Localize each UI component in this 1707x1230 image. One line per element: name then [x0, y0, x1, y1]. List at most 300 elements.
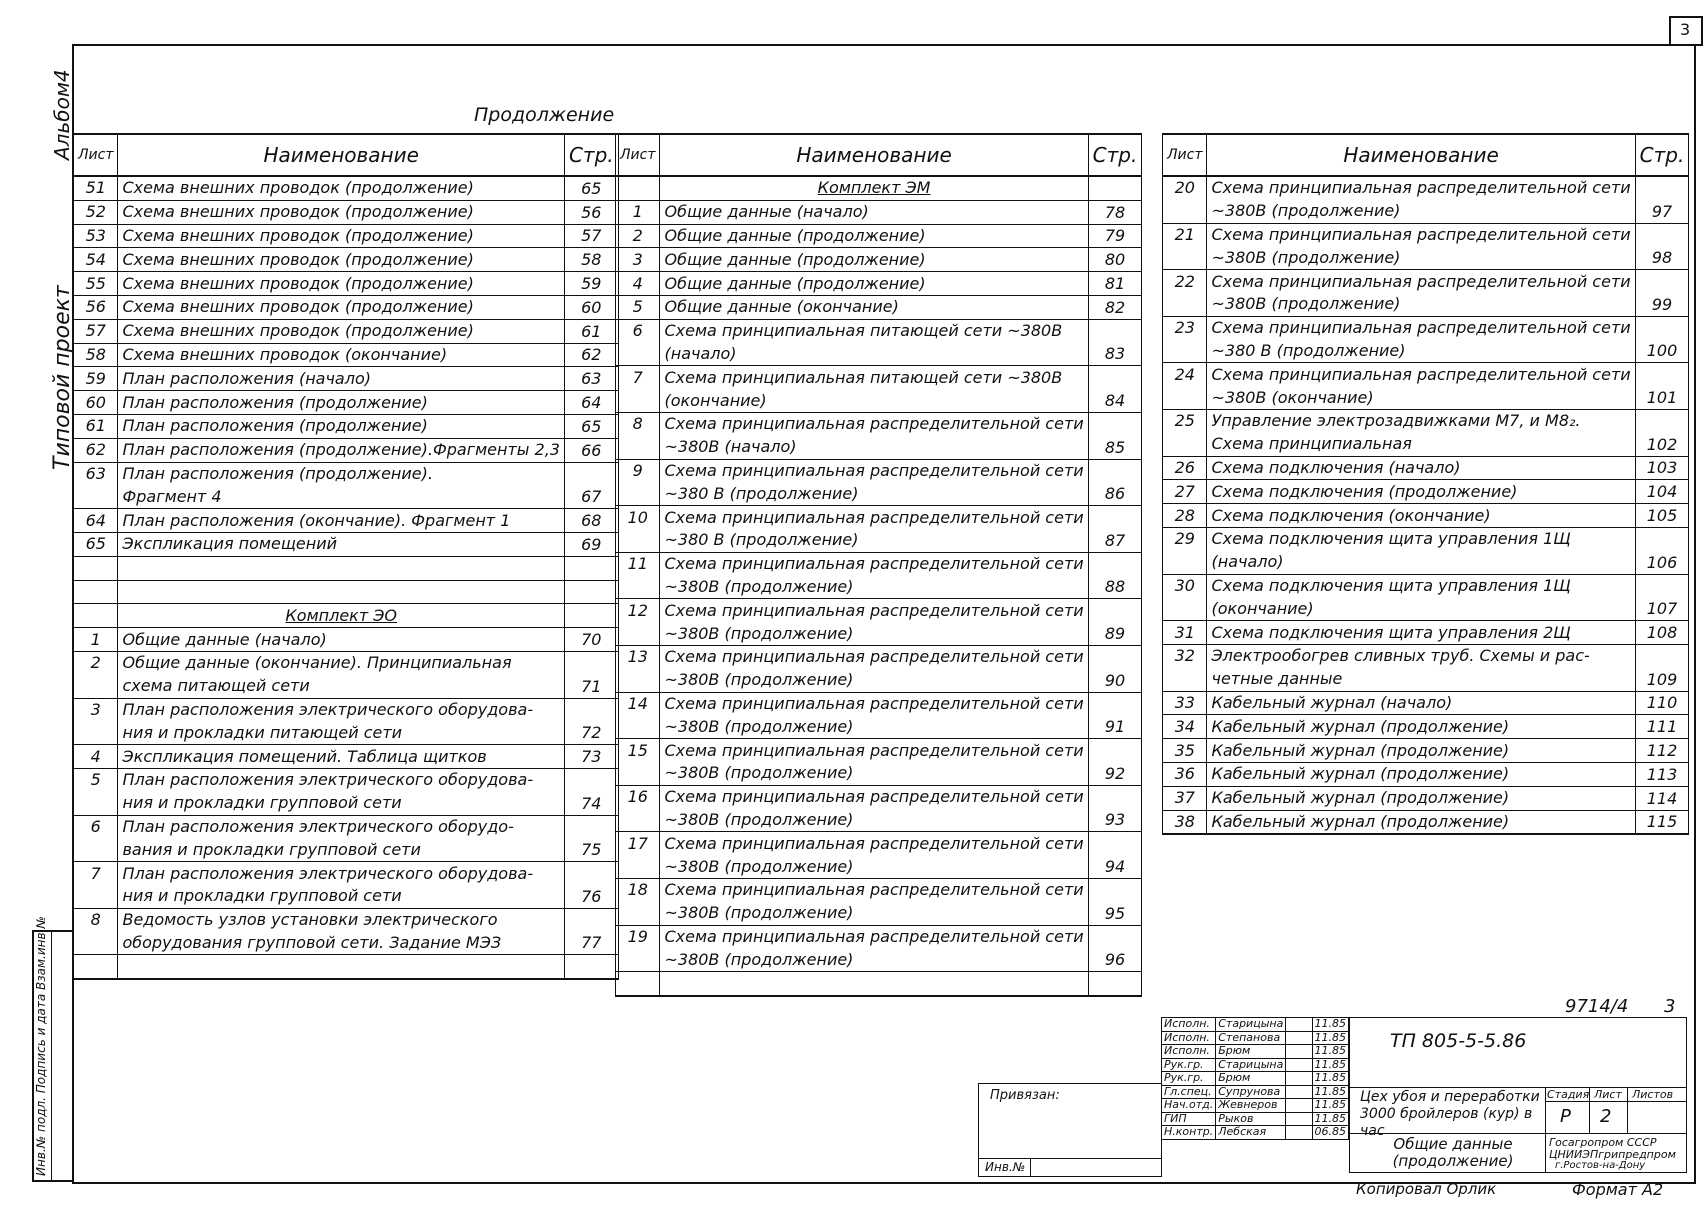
- stamp-date: 11.85: [1312, 1085, 1349, 1099]
- table-row: [1163, 316, 1689, 339]
- row-name: Схема подключения (начало): [1207, 456, 1635, 480]
- row-name: [118, 580, 564, 604]
- row-page: 111: [1635, 715, 1689, 739]
- row-name: Схема принципиальная: [1207, 433, 1635, 456]
- row-name: четные данные: [1207, 668, 1635, 691]
- table-row: [1163, 574, 1689, 597]
- row-name: Схема принципиальная распределительной сети: [660, 832, 1088, 855]
- stamp-name: Жевнеров: [1216, 1099, 1286, 1113]
- row-name: Схема принципиальная распределительной сети: [1207, 363, 1635, 386]
- row-sheet-number: [1163, 293, 1207, 316]
- stamp-row: [1162, 1045, 1349, 1059]
- row-name: Схема принципиальная распределительной сети: [660, 878, 1088, 901]
- row-name: ~380В (продолжение): [660, 902, 1088, 925]
- table-row: [74, 485, 619, 508]
- row-page: [1088, 645, 1142, 668]
- row-page: 78: [1088, 200, 1142, 224]
- row-page: 64: [564, 391, 618, 415]
- title-block-stage-line: [1545, 1101, 1687, 1102]
- row-page: [1088, 925, 1142, 948]
- stamp-name: Лебская: [1216, 1126, 1286, 1140]
- stamp-date: 11.85: [1312, 1099, 1349, 1113]
- row-name: Кабельный журнал (продолжение): [1207, 810, 1635, 834]
- row-page: 75: [564, 838, 618, 861]
- stamp-role: Исполн.: [1162, 1018, 1216, 1032]
- row-name: схема питающей сети: [118, 675, 564, 698]
- table-row: [1163, 527, 1689, 550]
- row-sheet-number: [74, 485, 118, 508]
- row-sheet-number: 8: [616, 412, 660, 435]
- stamp-row: [1162, 1072, 1349, 1086]
- table-row: [616, 902, 1142, 925]
- stamp-role: Исполн.: [1162, 1031, 1216, 1045]
- stamp-signature: [1286, 1085, 1312, 1099]
- row-sheet-number: 14: [616, 692, 660, 715]
- row-sheet-number: 5: [616, 295, 660, 319]
- table-row: [616, 412, 1142, 435]
- table-row: [74, 176, 619, 200]
- row-page: 102: [1635, 433, 1689, 456]
- row-name: ~380В (продолжение): [660, 809, 1088, 832]
- row-name: (окончание): [660, 389, 1088, 412]
- row-name: План расположения (продолжение): [118, 391, 564, 415]
- stamp-role: Рук.гр.: [1162, 1072, 1216, 1086]
- doc-sheet: 3: [1664, 996, 1676, 1017]
- row-sheet-number: 63: [74, 462, 118, 485]
- row-name: План расположения электрического оборудова-: [118, 862, 564, 885]
- row-page: [1088, 785, 1142, 808]
- row-sheet-number: [616, 389, 660, 412]
- privyazan-label: Привязан:: [990, 1088, 1060, 1103]
- row-name: Схема принципиальная питающей сети ~380В: [660, 319, 1088, 342]
- row-page: [1635, 270, 1689, 293]
- row-name: ния и прокладки питающей сети: [118, 721, 564, 744]
- row-page: 72: [564, 721, 618, 744]
- row-page: [1088, 366, 1142, 389]
- row-name: Схема принципиальная распределительной сети: [660, 925, 1088, 948]
- row-page: 73: [564, 745, 618, 769]
- row-name: Ведомость узлов установки электрического: [118, 908, 564, 931]
- row-page: [1635, 316, 1689, 339]
- row-name: Кабельный журнал (продолжение): [1207, 786, 1635, 810]
- table-row: [74, 391, 619, 415]
- table-row: [1163, 597, 1689, 620]
- row-name: Схема внешних проводок (продолжение): [118, 200, 564, 224]
- row-page: [564, 955, 618, 979]
- table-row: [616, 948, 1142, 971]
- row-name: (начало): [1207, 551, 1635, 574]
- row-sheet-number: [616, 576, 660, 599]
- row-page: 110: [1635, 691, 1689, 715]
- row-page: [1088, 599, 1142, 622]
- row-page: 106: [1635, 551, 1689, 574]
- album-label: Альбом4: [50, 69, 74, 160]
- stamp-role: Гл.спец.: [1162, 1085, 1216, 1099]
- row-name: ~380 В (продолжение): [1207, 340, 1635, 363]
- table-row: [1163, 621, 1689, 645]
- table-row: [616, 343, 1142, 366]
- table-row: [616, 176, 1142, 200]
- stamp-signature: [1286, 1018, 1312, 1032]
- row-sheet-number: 61: [74, 414, 118, 438]
- stamp-name: Степанова: [1216, 1031, 1286, 1045]
- stamp-date: 11.85: [1312, 1112, 1349, 1126]
- table-row: [74, 224, 619, 248]
- table-row: [74, 367, 619, 391]
- row-sheet-number: 32: [1163, 644, 1207, 667]
- row-page: 80: [1088, 248, 1142, 272]
- stamp-name: Брюм: [1216, 1072, 1286, 1086]
- col-page: Стр.: [1635, 134, 1689, 176]
- row-name: Общие данные (окончание): [660, 295, 1088, 319]
- row-name: Схема принципиальная распределительной сети: [660, 459, 1088, 482]
- stamp-role: ГИП: [1162, 1112, 1216, 1126]
- table-row: [616, 224, 1142, 248]
- row-name: План расположения электрического оборудова-: [118, 768, 564, 791]
- row-sheet-number: 17: [616, 832, 660, 855]
- row-page: 89: [1088, 622, 1142, 645]
- row-sheet-number: 65: [74, 532, 118, 556]
- stamp-row: [1162, 1099, 1349, 1113]
- stamp-name: Рыков: [1216, 1112, 1286, 1126]
- row-name: Кабельный журнал (продолжение): [1207, 762, 1635, 786]
- row-name: ~380В (продолжение): [1207, 200, 1635, 223]
- sheet-corner-number: 3: [1680, 20, 1691, 39]
- row-page: 95: [1088, 902, 1142, 925]
- row-name: Схема подключения щита управления 1Щ: [1207, 527, 1635, 550]
- row-page: 92: [1088, 762, 1142, 785]
- org-line-2: ЦНИИЭПгрипредпром: [1549, 1148, 1676, 1161]
- row-name: Кабельный журнал (начало): [1207, 691, 1635, 715]
- row-page: 63: [564, 367, 618, 391]
- row-name: [118, 955, 564, 979]
- stamp-signature: [1286, 1126, 1312, 1140]
- row-sheet-number: [74, 932, 118, 955]
- stamp-row: [1162, 1031, 1349, 1045]
- row-page: 109: [1635, 668, 1689, 691]
- row-sheet-number: 56: [74, 295, 118, 319]
- table-row: [74, 955, 619, 979]
- row-sheet-number: 64: [74, 509, 118, 533]
- col-name: Наименование: [118, 134, 564, 176]
- row-sheet-number: [74, 838, 118, 861]
- table-row: [1163, 409, 1689, 432]
- table-row: [1163, 551, 1689, 574]
- row-name: Схема принципиальная распределительной сети: [660, 645, 1088, 668]
- row-sheet-number: [616, 948, 660, 971]
- row-sheet-number: [1163, 246, 1207, 269]
- row-sheet-number: [1163, 433, 1207, 456]
- table-row: [74, 200, 619, 224]
- table-row: [1163, 433, 1689, 456]
- row-page: 59: [564, 272, 618, 296]
- row-page: [564, 768, 618, 791]
- row-page: 115: [1635, 810, 1689, 834]
- row-sheet-number: 28: [1163, 504, 1207, 528]
- privyazan-divider-v: [1030, 1158, 1031, 1176]
- table-row: [616, 366, 1142, 389]
- row-name: ~380В (продолжение): [660, 669, 1088, 692]
- row-sheet-number: [616, 809, 660, 832]
- row-page: 88: [1088, 576, 1142, 599]
- sheets-label: Листов: [1632, 1088, 1674, 1101]
- row-sheet-number: 4: [616, 272, 660, 296]
- table-row: [1163, 340, 1689, 363]
- table-row: [616, 925, 1142, 948]
- row-sheet-number: 37: [1163, 786, 1207, 810]
- row-sheet-number: 11: [616, 552, 660, 575]
- row-sheet-number: [74, 675, 118, 698]
- table-row: [1163, 644, 1689, 667]
- object-title: Цех убоя и переработки 3000 бройлеров (кур) в час: [1360, 1089, 1540, 1139]
- row-sheet-number: 3: [74, 698, 118, 721]
- row-page: 83: [1088, 343, 1142, 366]
- row-name: Схема принципиальная распределительной сети: [660, 599, 1088, 622]
- row-name: Комплект ЭМ: [660, 176, 1088, 200]
- row-sheet-number: [616, 669, 660, 692]
- row-sheet-number: 13: [616, 645, 660, 668]
- title-block-col-3: [1627, 1087, 1628, 1133]
- table-row: [1163, 246, 1689, 269]
- row-name: Экспликация помещений. Таблица щитков: [118, 745, 564, 769]
- row-sheet-number: 51: [74, 176, 118, 200]
- table-row: [1163, 363, 1689, 386]
- table-row: [74, 885, 619, 908]
- row-name: Экспликация помещений: [118, 532, 564, 556]
- row-sheet-number: [1163, 340, 1207, 363]
- row-page: [1635, 574, 1689, 597]
- row-page: [1635, 363, 1689, 386]
- row-sheet-number: 10: [616, 506, 660, 529]
- row-page: 105: [1635, 504, 1689, 528]
- row-name: ~380В (продолжение): [660, 576, 1088, 599]
- stamp-role: Нач.отд.: [1162, 1099, 1216, 1113]
- table-row: [616, 762, 1142, 785]
- stamp-name: Брюм: [1216, 1045, 1286, 1059]
- row-sheet-number: 57: [74, 319, 118, 343]
- table-row: [74, 815, 619, 838]
- row-page: [564, 462, 618, 485]
- table-row: [74, 462, 619, 485]
- table-row: [616, 529, 1142, 552]
- table-row: [616, 972, 1142, 996]
- row-sheet-number: 1: [74, 628, 118, 652]
- stamp-date: 06.85: [1312, 1126, 1349, 1140]
- row-sheet-number: 58: [74, 343, 118, 367]
- row-sheet-number: [74, 792, 118, 815]
- row-sheet-number: [74, 885, 118, 908]
- row-sheet-number: 31: [1163, 621, 1207, 645]
- inv-no-label: Инв.№: [985, 1160, 1026, 1174]
- stamp-role: Н.контр.: [1162, 1126, 1216, 1140]
- doc-code: 9714/4: [1565, 996, 1629, 1017]
- row-page: [564, 556, 618, 580]
- row-name: План расположения электрического оборудова-: [118, 698, 564, 721]
- row-page: [1088, 412, 1142, 435]
- stamp-row: [1162, 1085, 1349, 1099]
- table-row: [74, 438, 619, 462]
- row-sheet-number: 7: [616, 366, 660, 389]
- row-page: [564, 698, 618, 721]
- table-row: [1163, 739, 1689, 763]
- row-name: Схема принципиальная распределительной сети: [1207, 316, 1635, 339]
- row-page: [1635, 527, 1689, 550]
- row-page: 84: [1088, 389, 1142, 412]
- row-name: ~380В (окончание): [1207, 386, 1635, 409]
- format-label: Формат А2: [1572, 1180, 1664, 1199]
- row-page: 61: [564, 319, 618, 343]
- table-row: [1163, 786, 1689, 810]
- row-page: 71: [564, 675, 618, 698]
- table-row: [74, 248, 619, 272]
- row-sheet-number: 7: [74, 862, 118, 885]
- row-name: Схема внешних проводок (продолжение): [118, 248, 564, 272]
- org-line-3: г.Ростов-на-Дону: [1555, 1160, 1646, 1171]
- table-row: [74, 675, 619, 698]
- row-page: [564, 604, 618, 628]
- stamp-row: [1162, 1018, 1349, 1032]
- row-name: Схема принципиальная распределительной сети: [660, 692, 1088, 715]
- row-sheet-number: [1163, 386, 1207, 409]
- project-label: Типовой проект: [50, 285, 75, 470]
- row-page: 103: [1635, 456, 1689, 480]
- row-page: 100: [1635, 340, 1689, 363]
- row-name: Кабельный журнал (продолжение): [1207, 715, 1635, 739]
- table-row: [1163, 668, 1689, 691]
- row-sheet-number: 25: [1163, 409, 1207, 432]
- row-page: [1088, 878, 1142, 901]
- table-row: [616, 506, 1142, 529]
- row-page: 58: [564, 248, 618, 272]
- table-row: [1163, 176, 1689, 200]
- row-sheet-number: 2: [616, 224, 660, 248]
- col-sheet: Лист: [1163, 134, 1207, 176]
- row-name: ~380В (продолжение): [660, 762, 1088, 785]
- table-row: [74, 792, 619, 815]
- row-sheet-number: 6: [74, 815, 118, 838]
- row-name: Общие данные (продолжение): [660, 224, 1088, 248]
- continuation-label: Продолжение: [474, 104, 615, 126]
- row-name: Схема внешних проводок (продолжение): [118, 272, 564, 296]
- stage-label: Стадия: [1547, 1088, 1590, 1101]
- row-sheet-number: 52: [74, 200, 118, 224]
- row-page: 101: [1635, 386, 1689, 409]
- row-sheet-number: 29: [1163, 527, 1207, 550]
- row-sheet-number: [74, 721, 118, 744]
- table-row: [74, 414, 619, 438]
- row-page: 65: [564, 176, 618, 200]
- table-header: [74, 134, 619, 176]
- col-sheet: Лист: [74, 134, 118, 176]
- table-row: [74, 932, 619, 955]
- index-table-1: [73, 133, 619, 980]
- table-row: [616, 389, 1142, 412]
- row-name: План расположения (окончание). Фрагмент 1: [118, 509, 564, 533]
- row-sheet-number: [616, 436, 660, 459]
- row-name: ~380 В (продолжение): [660, 482, 1088, 505]
- row-name: Схема принципиальная распределительной сети: [1207, 270, 1635, 293]
- stamp-signature: [1286, 1058, 1312, 1072]
- row-name: ~380В (продолжение): [660, 622, 1088, 645]
- table-header: [616, 134, 1142, 176]
- row-name: Схема принципиальная распределительной сети: [660, 552, 1088, 575]
- table-row: [1163, 504, 1689, 528]
- row-page: [1088, 506, 1142, 529]
- row-page: 57: [564, 224, 618, 248]
- inventory-strip-divider: [51, 930, 52, 1180]
- row-name: Управление электрозадвижками М7, и М8₂.: [1207, 409, 1635, 432]
- row-name: вания и прокладки групповой сети: [118, 838, 564, 861]
- project-code: ТП 805-5-5.86: [1390, 1030, 1527, 1052]
- row-page: 97: [1635, 200, 1689, 223]
- stamp-date: 11.85: [1312, 1072, 1349, 1086]
- row-page: [1088, 739, 1142, 762]
- row-page: [564, 651, 618, 674]
- table-row: [616, 692, 1142, 715]
- row-name: Общие данные (продолжение): [660, 248, 1088, 272]
- row-sheet-number: 15: [616, 739, 660, 762]
- row-name: ~380В (продолжение): [1207, 293, 1635, 316]
- table-row: [616, 855, 1142, 878]
- row-page: [1088, 552, 1142, 575]
- table-row: [616, 622, 1142, 645]
- table-row: [74, 580, 619, 604]
- row-sheet-number: [616, 176, 660, 200]
- row-sheet-number: 4: [74, 745, 118, 769]
- row-name: ~380 В (продолжение): [660, 529, 1088, 552]
- col-sheet: Лист: [616, 134, 660, 176]
- row-name: План расположения (начало): [118, 367, 564, 391]
- table-row: [616, 319, 1142, 342]
- table-row: [74, 838, 619, 861]
- row-name: План расположения (продолжение).: [118, 462, 564, 485]
- row-page: 79: [1088, 224, 1142, 248]
- stamp-role: Исполн.: [1162, 1045, 1216, 1059]
- row-page: 87: [1088, 529, 1142, 552]
- table-row: [74, 721, 619, 744]
- title-block-col-1: [1545, 1087, 1546, 1173]
- row-sheet-number: [616, 622, 660, 645]
- table-row: [616, 200, 1142, 224]
- row-page: 85: [1088, 436, 1142, 459]
- row-sheet-number: [74, 556, 118, 580]
- row-name: Схема внешних проводок (продолжение): [118, 319, 564, 343]
- table-row: [616, 459, 1142, 482]
- row-page: 60: [564, 295, 618, 319]
- row-name: Схема подключения (окончание): [1207, 504, 1635, 528]
- row-name: Схема подключения (продолжение): [1207, 480, 1635, 504]
- row-page: 68: [564, 509, 618, 533]
- row-page: 65: [564, 414, 618, 438]
- row-sheet-number: 35: [1163, 739, 1207, 763]
- stamp-date: 11.85: [1312, 1058, 1349, 1072]
- col-name: Наименование: [1207, 134, 1635, 176]
- stamp-date: 11.85: [1312, 1018, 1349, 1032]
- table-row: [74, 604, 619, 628]
- row-page: 98: [1635, 246, 1689, 269]
- row-sheet-number: 53: [74, 224, 118, 248]
- row-name: Схема внешних проводок (продолжение): [118, 295, 564, 319]
- table-row: [616, 576, 1142, 599]
- row-sheet-number: 12: [616, 599, 660, 622]
- table-row: [1163, 691, 1689, 715]
- row-name: Общие данные (окончание). Принципиальная: [118, 651, 564, 674]
- row-name: Электрообогрев сливных труб. Схемы и рас-: [1207, 644, 1635, 667]
- stamp-name: Старицына: [1216, 1018, 1286, 1032]
- table-row: [74, 343, 619, 367]
- table-row: [74, 295, 619, 319]
- row-sheet-number: 21: [1163, 223, 1207, 246]
